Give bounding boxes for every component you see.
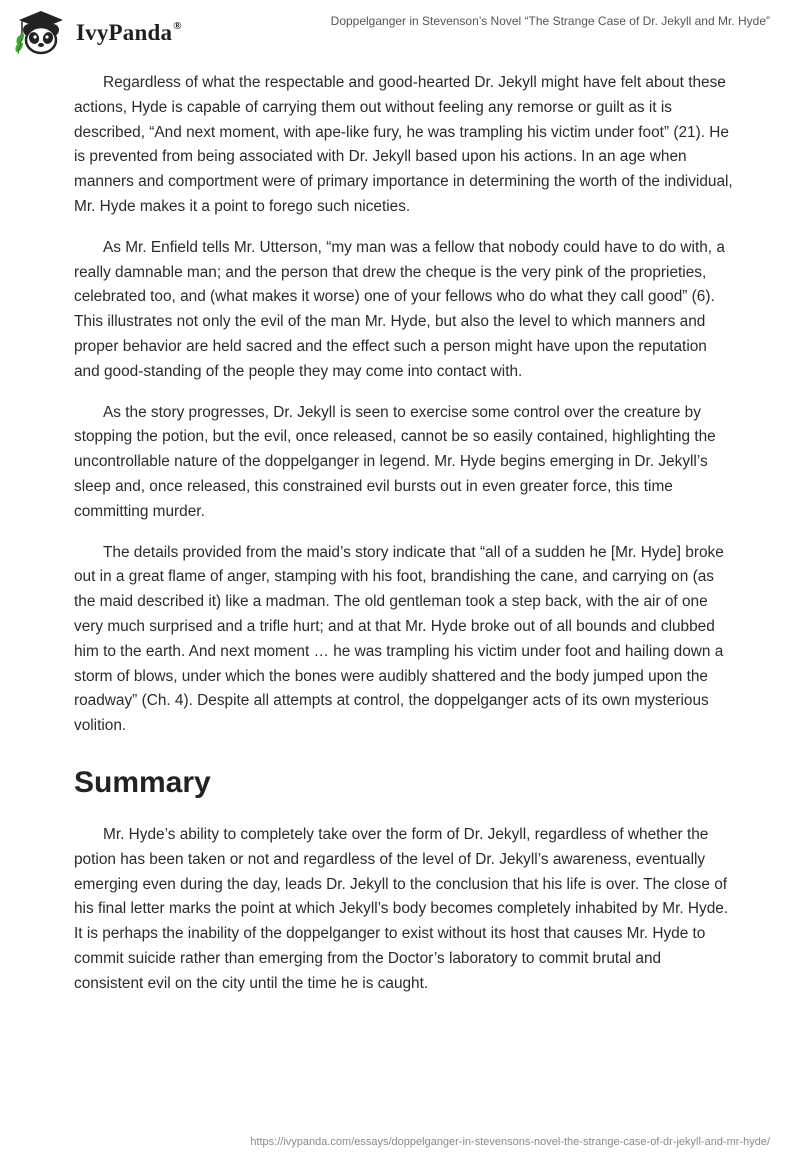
summary-heading: Summary — [74, 765, 211, 799]
body-paragraph: The details provided from the maid’s story indicate that “all of a sudden he [Mr. Hyde] broke out in a great flame of anger, stamping with his foot, brandishing the cane, and carrying on (as the maid described it) like a madman. The old gentleman took a step back, with the air of one very much surprised and a trifle hurt; and at that Mr. Hyde broke out of all bounds and clubbed him to the earth. And next moment … he was trampling his victim under foot and hailing down a storm of blows, under which the bones were audibly shattered and the body jumped upon the roadway” (Ch. 4). Despite all attempts at control, the doppelganger acts of its own mysterious volition. — [74, 543, 724, 735]
summary-paragraph: Mr. Hyde’s ability to completely take over the form of Dr. Jekyll, regardless of whether the potion has been taken or not and regardless of the level of Dr. Jekyll’s awareness, eventually emerging even during the day, leads Dr. Jekyll to the conclusion that his life is over. The close of his final letter marks the point at which Jekyll’s body becomes completely inhabited by Mr. Hyde. It is perhaps the inability of the doppelganger to exist without its host that causes Mr. Hyde to commit suicide rather than emerging from the Doctor’s laboratory to commit brutal and consistent evil on the city until the time he is caught. — [74, 825, 729, 992]
ivypanda-logo[interactable] — [13, 8, 203, 56]
body-paragraph: Regardless of what the respectable and good-hearted Dr. Jekyll might have felt about these actions, Hyde is capable of carrying them out without feeling any remorse or guilt as it is described, “And next moment, with ape-like fury, he was trampling his victim under foot” (21). He is prevented from being associated with Dr. Jekyll based upon his actions. In an age when manners and comportment were of primary importance in determining the worth of the individual, Mr. Hyde makes it a point to forego such niceties. — [74, 74, 733, 215]
body-paragraph: As Mr. Enfield tells Mr. Utterson, “my man was a fellow that nobody could have to do with, a really damnable man; and the person that drew the cheque is the very pink of the proprieties, celebrated too, and (what makes it worse) one of your fellows who do what they call good” (6). This illustrates not only the evil of the man Mr. Hyde, but also the level to which manners and proper behavior are held sacred and the effect such a person might have upon the reputation and good-standing of the people they may come into contact with. — [74, 238, 725, 380]
source-url[interactable]: https://ivypanda.com/essays/doppelganger-in-stevensons-novel-the-strange-case-of-dr-jekyll-and-mr-hyde/ — [250, 1136, 770, 1148]
panda-graduate-logo-icon — [13, 8, 69, 56]
document-title: Doppelganger in Stevenson’s Novel “The Strange Case of Dr. Jekyll and Mr. Hyde” — [330, 14, 770, 28]
body-paragraph: As the story progresses, Dr. Jekyll is seen to exercise some control over the creature by stopping the potion, but the evil, once released, cannot be so easily contained, highlighting the uncontrollable nature of the doppelganger in legend. Mr. Hyde begins emerging in Dr. Jekyll’s sleep and, once released, this constrained evil bursts out in even greater force, this time committing murder. — [74, 403, 716, 520]
essay-body — [74, 71, 734, 1013]
page-header — [0, 0, 800, 64]
brand-name: IvyPanda® — [76, 20, 182, 45]
